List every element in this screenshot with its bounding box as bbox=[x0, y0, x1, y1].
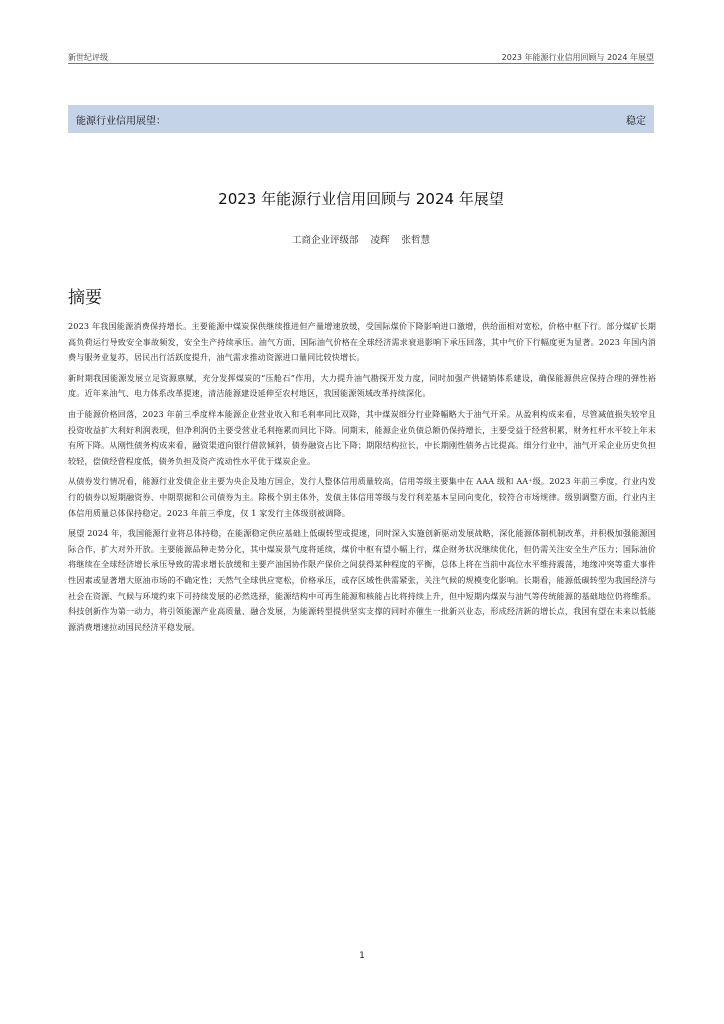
abstract-heading: 摘要 bbox=[68, 288, 102, 308]
header-org: 新世纪评级 bbox=[68, 53, 108, 62]
abstract-body bbox=[68, 319, 656, 640]
header-report-title: 2023 年能源行业信用回顾与 2024 年展望 bbox=[501, 53, 654, 62]
abstract-paragraph: 由于能源价格回落，2023 年前三季度样本能源企业营业收入和毛利率同比双降，其中煤炭细分行业降幅略大于油气开采。从盈利构成来看，尽管减值损失较窄且投资收益扩大利好利润表现，但净利润仍主要受营业毛利拖累而同比下降。同期末，能源企业负债总额仍保持增长，主要受益于经营积累，财务杠杆水平较上年末有所下降。从刚性债务构成来看，融资渠道向银行借款倾斜，债券融资占比下降；期限结构拉长，中长期刚性债务占比提高。细分行业中，油气开采企业历史负担较轻，偿债经营程度低，债务负担及资产流动性水平优于煤炭企业。 bbox=[68, 408, 656, 466]
outlook-banner bbox=[68, 105, 654, 133]
header-divider bbox=[68, 63, 654, 64]
author-name: 凌辉 bbox=[370, 235, 390, 246]
author-department: 工商企业评级部 bbox=[291, 235, 359, 246]
abstract-paragraph: 新时期我国能源发展立足资源禀赋，充分发挥煤炭的“压舱石”作用，大力提升油气勘探开发力度，同时加强产供储销体系建设，确保能源供应保持合理的弹性裕度。近年来油气、电力体系改革提速，清洁能源建设延伸至农村地区，我国能源领域改革持续深化。 bbox=[68, 372, 656, 399]
abstract-paragraph: 展望 2024 年，我国能源行业将总体持稳，在能源稳定供应基础上低碳转型或提速，同时深入实施创新驱动发展战略，深化能源体制机制改革，并积极加强能源国际合作，扩大对外开放。主要能源品种走势分化，其中煤炭景气度将延续，煤价中枢有望小幅上行，煤企财务状况继续优化，但仍需关注安全生产压力；国际油价将继续在全球经济增长承压导致的需求增长放缓和主要产油国协作限产保价之间获得某种程度的平衡，总体上将在当前中高位水平维持震荡，地缘冲突等重大事件性因素或显著增大原油市场的不确定性；天然气全球供应宽松，价格承压，或存区域性供需紧张，关注气候的规模变化影响。长期看，能源低碳转型为我国经济与社会在资源、气候与环境约束下可持续发展的必然选择，能源结构中可再生能源和核能占比将持续上升，但中短期内煤炭与油气等传统能源的基础地位仍将维系。科技创新作为第一动力，将引领能源产业高质量、融合发展，为能源转型提供坚实支撑的同时亦催生一批新兴业态，形成经济新的增长点，我国有望在未来以低能源消费增速拉动国民经济平稳发展。 bbox=[68, 528, 656, 632]
author-name: 张哲慧 bbox=[401, 235, 431, 246]
page-number: 1 bbox=[359, 951, 365, 961]
outlook-label: 能源行业信用展望： bbox=[76, 115, 166, 127]
document-title: 2023 年能源行业信用回顾与 2024 年展望 bbox=[218, 190, 504, 208]
abstract-paragraph: 2023 年我国能源消费保持增长。主要能源中煤炭保供继续推进但产量增速放缓，受国际煤价下降影响进口激增，供给面相对宽松，价格中枢下行。部分煤矿长期高负荷运行导致安全事故频发，安全生产持续承压。油气方面，国际油气价格在全球经济需求衰退影响下承压回落，其中气价下行幅度更为显著。2023 年国内消费与服务业复苏，居民出行活跃度提升，油气需求推动资源进口量同比较快增长。 bbox=[68, 321, 656, 363]
abstract-paragraph: 从债券发行情况看，能源行业发债企业主要为央企及地方国企，发行人整体信用质量较高，信用等级主要集中在 AAA 级和 AA⁺级。2023 年前三季度，行业内发行的债券以短期融资券、中期票据和公司债券为主。除极个别主体外，发债主体信用等级与发行利差基本呈同向变化，较符合市场规律。级别调整方面，行业内主体信用质量总体保持稳定。2023 年前三季度，仅 1 家发行主体级别被调降。 bbox=[68, 476, 656, 518]
author-line bbox=[68, 232, 654, 246]
outlook-value: 稳定 bbox=[626, 115, 646, 127]
